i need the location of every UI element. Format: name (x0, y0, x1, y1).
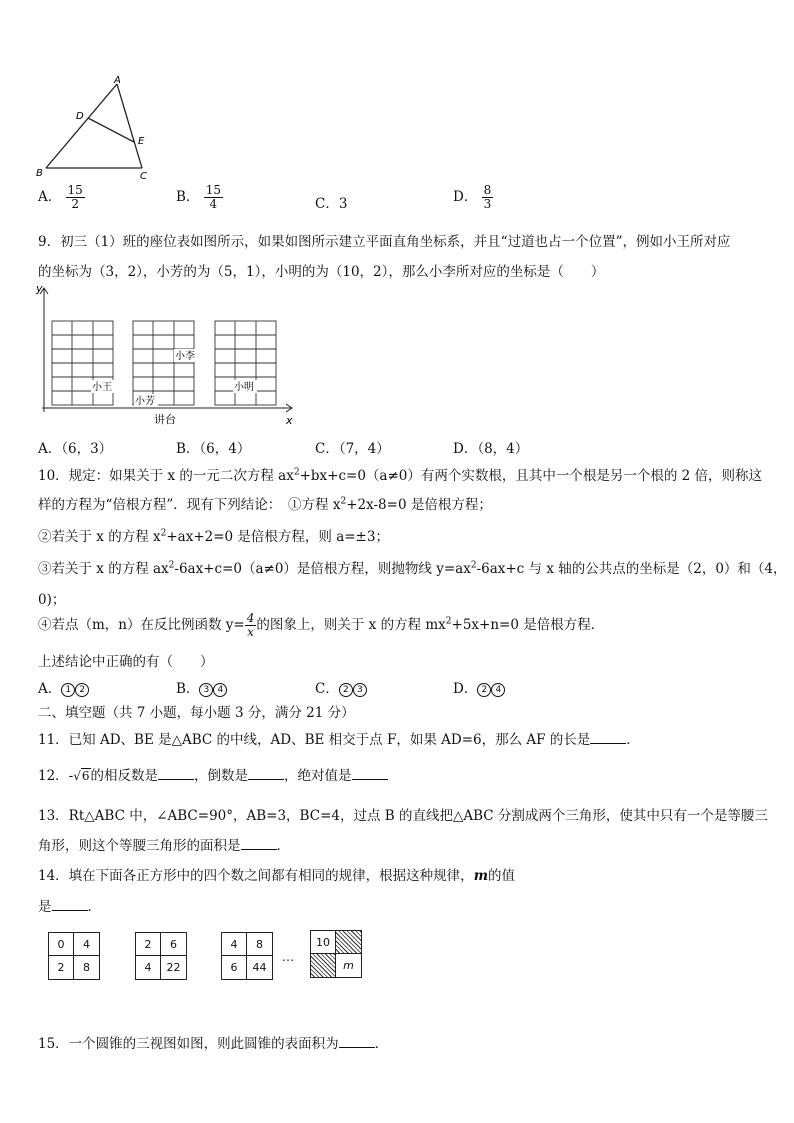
q15-text: 15．一个圆锥的三视图如图，则此圆锥的表面积为 ． (38, 1036, 389, 1052)
label-B: B (36, 168, 43, 179)
q8-option-a[interactable]: A． $\frac{15}{2}$ (38, 183, 83, 211)
label-xiaoming: 小明 (234, 382, 254, 393)
number-square-1: 0 4 2 8 (48, 932, 100, 980)
label-xiaofang: 小芳 (135, 396, 155, 407)
q9-option-b[interactable]: B．（6，4） (176, 441, 251, 457)
q9-option-a[interactable]: A．（6，3） (38, 441, 113, 457)
triangle-figure (34, 72, 164, 184)
q11-text: 11．已知 AD、BE 是△ABC 的中线，AD、BE 相交于点 F，如果 AD=6，那么 AF 的长是 ． (38, 732, 640, 748)
q10-text-line5: 0)； (38, 592, 66, 608)
q14-text-line2: 是 ． (38, 899, 101, 915)
label-C: C (140, 171, 147, 182)
q8-option-b[interactable]: B． $\frac{15}{4}$ (176, 183, 221, 211)
q14-answer-blank[interactable] (52, 898, 88, 911)
number-square-2: 2 6 4 22 (135, 932, 187, 980)
q13-text-line2: 角形，则这个等腰三角形的面积是 ． (38, 838, 290, 854)
label-xiaoli: 小李 (175, 351, 195, 362)
hatched-cell (311, 954, 336, 977)
label-D: D (76, 111, 84, 122)
q10-option-c[interactable]: C． 2 3 (315, 677, 367, 697)
label-podium: 讲台 (154, 413, 176, 426)
q10-text-line6: ④若点（m，n）在反比例函数 y= $\frac{4}{x}$ 的图象上，则关于 x 的方程 $mx^2+5x+n=0$ 是倍根方程． (38, 611, 605, 639)
q9-option-c[interactable]: C．（7，4） (315, 441, 390, 457)
q12-text: 12．-√6的相反数是 ，倒数是 ，绝对值是 (38, 764, 388, 784)
q12-blank-absolute[interactable] (352, 767, 388, 780)
q10-text-line2: 样的方程为“倍根方程”．现有下列结论： ①方程 $x^2+2x-8=0$ 是倍根方程； (38, 496, 492, 513)
label-xiaowang: 小王 (92, 382, 112, 393)
q8-option-c[interactable]: C．3 (315, 196, 348, 212)
axis-y-label: y (36, 282, 43, 295)
q10-text-line7: 上述结论中正确的有（ ） (38, 654, 214, 670)
number-square-3: 4 8 6 44 (221, 932, 273, 980)
q12-blank-reciprocal[interactable] (248, 767, 284, 780)
q13-answer-blank[interactable] (241, 837, 277, 850)
q10-option-d[interactable]: D． 2 4 (453, 677, 505, 697)
axis-x-label: x (286, 414, 293, 427)
q10-text-line3: ②若关于 x 的方程 $x^2+ax+2=0$ 是倍根方程，则 a=±3； (38, 528, 389, 545)
q10-text-line1: 10．规定：如果关于 x 的一元二次方程 $ax^2+bx+c=0(a\ne 0)$有两个实数根，且其中一个根是另一个根的 2 倍，则称这 (38, 467, 763, 484)
q9-option-d[interactable]: D．（8，4） (453, 441, 529, 457)
label-E: E (138, 136, 145, 147)
hatched-cell (336, 931, 361, 954)
q9-text-line2: 的坐标为（3，2），小芳的为（5，1），小明的为（10，2），那么小李所对应的坐标是（ ） (38, 264, 605, 280)
q10-option-b[interactable]: B． 3 4 (176, 677, 227, 697)
seating-chart-figure (34, 282, 304, 428)
q9-text-line1: 9．初三（1）班的座位表如图所示，如果如图所示建立平面直角坐标系，并且“过道也占一个位置”，例如小王所对应 (38, 234, 731, 250)
q15-answer-blank[interactable] (339, 1035, 375, 1048)
q10-option-a[interactable]: A． 1 2 (38, 677, 89, 697)
q13-text-line1: 13．Rt△ABC 中，∠ABC=90°，AB=3，BC=4，过点 B 的直线把△ABC 分割成两个三角形，使其中只有一个是等腰三 (38, 808, 768, 824)
number-square-unknown: 10 m (310, 930, 362, 978)
section-heading: 二、填空题（共 7 小题，每小题 3 分，满分 21 分） (38, 705, 355, 721)
q10-text-line4: ③若关于 x 的方程 $ax^2-6ax+c=0(a\ne 0)$是倍根方程，则抛物线 $y=ax^2-6ax+c$ 与 x 轴的公共点的坐标是（2，0）和（4， (38, 560, 787, 577)
q11-answer-blank[interactable] (590, 731, 626, 744)
ellipsis: … (282, 950, 294, 964)
label-A: A (114, 75, 121, 86)
q12-blank-opposite[interactable] (158, 767, 194, 780)
q8-option-d[interactable]: D． $\frac{8}{3}$ (453, 183, 492, 211)
q14-text-line1: 14．填在下面各正方形中的四个数之间都有相同的规律，根据这种规律，m的值 (38, 868, 515, 884)
